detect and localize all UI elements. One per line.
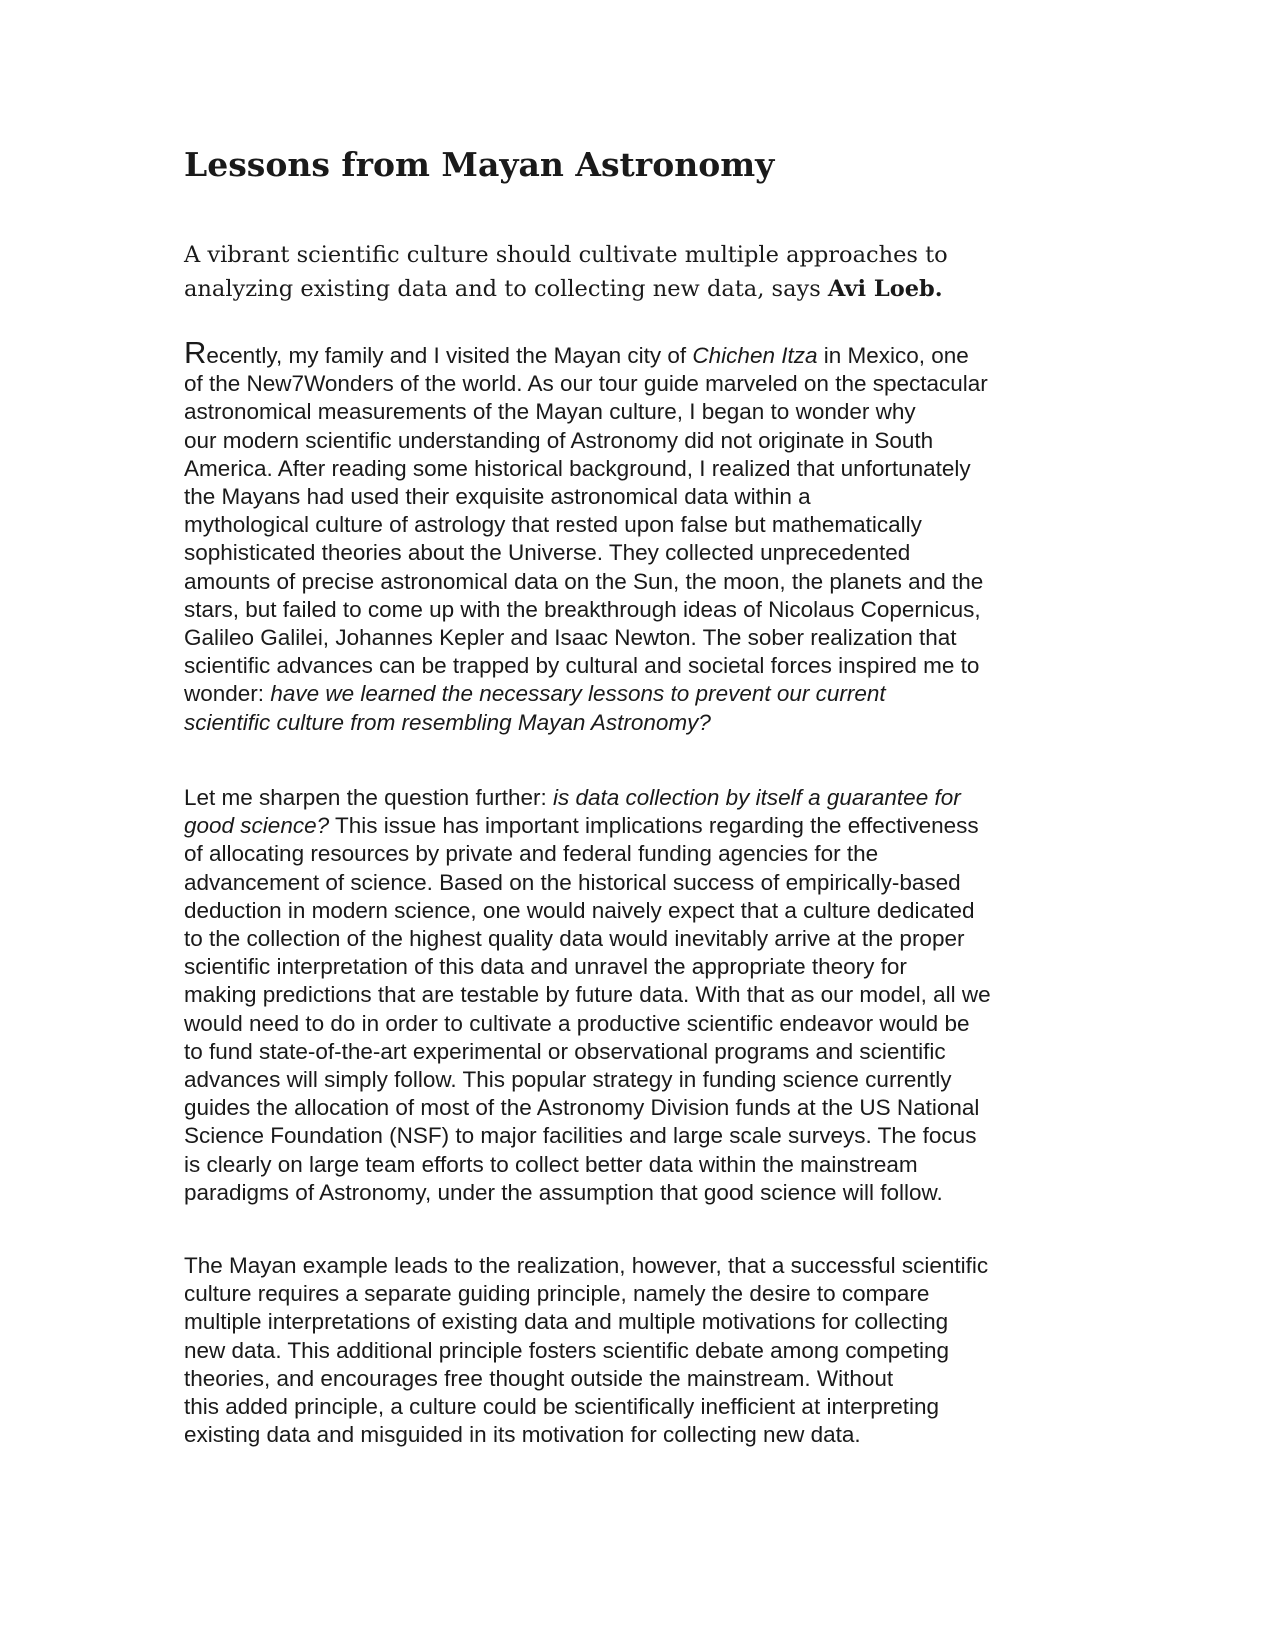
text-run: This issue has important implications regarding the effectiveness <box>329 813 979 839</box>
paragraph-1 <box>184 335 1084 737</box>
paragraph-line: mythological culture of astrology that rested upon false but mathematically <box>184 512 922 538</box>
paragraph-line: sophisticated theories about the Universe. They collected unprecedented <box>184 540 911 566</box>
paragraph-line: paradigms of Astronomy, under the assumption that good science will follow. <box>184 1179 943 1205</box>
paragraph-line: America. After reading some historical background, I realized that unfortunately <box>184 455 971 481</box>
paragraph-line: this added principle, a culture could be scientifically inefficient at interpreting <box>184 1394 940 1420</box>
paragraph-line <box>184 335 1084 370</box>
paragraph-line: new data. This additional principle fosters scientific debate among competing <box>184 1337 950 1363</box>
paragraph-line: scientific interpretation of this data and unravel the appropriate theory for <box>184 954 907 980</box>
paragraph-line: to fund state-of-the-art experimental or observational programs and scientific <box>184 1038 946 1064</box>
paragraph-line <box>184 784 1084 812</box>
drop-cap: R <box>184 335 207 370</box>
paragraph-line: making predictions that are testable by future data. With that as our model, all we <box>184 982 991 1008</box>
paragraph-line: would need to do in order to cultivate a productive scientific endeavor would be <box>184 1010 970 1036</box>
paragraph-line: scientific advances can be trapped by cultural and societal forces inspired me to <box>184 653 980 679</box>
paragraph-line: the Mayans had used their exquisite astronomical data within a <box>184 484 811 510</box>
paragraph-line: deduction in modern science, one would naively expect that a culture dedicated <box>184 897 975 923</box>
article-title: Lessons from Mayan Astronomy <box>184 145 775 184</box>
paragraph-line: Galileo Galilei, Johannes Kepler and Isaac Newton. The sober realization that <box>184 625 957 651</box>
italic-question: scientific culture from resembling Mayan Astronomy? <box>184 709 711 735</box>
paragraph-line: multiple interpretations of existing data and multiple motivations for collecting <box>184 1309 949 1335</box>
subtitle-line-1: A vibrant scientific culture should cultivate multiple approaches to <box>184 242 948 268</box>
subtitle-line-2 <box>184 272 1044 306</box>
italic-question: have we learned the necessary lessons to prevent our current <box>270 681 886 707</box>
paragraph-line: stars, but failed to come up with the breakthrough ideas of Nicolaus Copernicus, <box>184 596 981 622</box>
paragraph-line: our modern scientific understanding of Astronomy did not originate in South <box>184 427 934 453</box>
text-run: wonder: <box>184 681 271 707</box>
paragraph-line: astronomical measurements of the Mayan culture, I began to wonder why <box>184 399 916 425</box>
paragraph-line: advances will simply follow. This popular strategy in funding science currently <box>184 1067 952 1093</box>
paragraph-line: The Mayan example leads to the realization, however, that a successful scientific <box>184 1253 989 1278</box>
article-subtitle <box>184 238 1044 306</box>
italic-question: is data collection by itself a guarantee for <box>552 785 961 810</box>
text-run: Let me sharpen the question further: <box>184 785 553 810</box>
paragraph-line: of allocating resources by private and federal funding agencies for the <box>184 841 879 867</box>
subtitle-text: analyzing existing data and to collecting new data, says <box>184 276 828 302</box>
paragraph-line: advancement of science. Based on the historical success of empirically-based <box>184 869 961 895</box>
paragraph-line: theories, and encourages free thought outside the mainstream. Without <box>184 1365 894 1391</box>
place-name: Chichen Itza <box>692 343 818 368</box>
paragraph-line: of the New7Wonders of the world. As our tour guide marveled on the spectacular <box>184 371 988 397</box>
paragraph-2 <box>184 784 1084 1207</box>
paragraph-line <box>184 680 1084 708</box>
paragraph-line <box>184 812 1084 840</box>
text-run: ecently, my family and I visited the Mayan city of <box>206 343 693 368</box>
paragraph-line: existing data and misguided in its motivation for collecting new data. <box>184 1422 861 1448</box>
paragraph-line: is clearly on large team efforts to collect better data within the mainstream <box>184 1151 918 1177</box>
paragraph-line: guides the allocation of most of the Astronomy Division funds at the US National <box>184 1095 980 1121</box>
paragraph-line <box>184 709 1084 737</box>
author-name: Avi Loeb. <box>827 276 943 302</box>
paragraph-line: to the collection of the highest quality data would inevitably arrive at the proper <box>184 926 965 952</box>
italic-question: good science? <box>184 813 330 839</box>
paragraph-line: culture requires a separate guiding principle, namely the desire to compare <box>184 1281 930 1307</box>
paragraph-3 <box>184 1252 1084 1449</box>
paragraph-line: Science Foundation (NSF) to major facilities and large scale surveys. The focus <box>184 1123 977 1149</box>
paragraph-line: amounts of precise astronomical data on the Sun, the moon, the planets and the <box>184 568 984 594</box>
text-run: in Mexico, one <box>817 343 969 368</box>
